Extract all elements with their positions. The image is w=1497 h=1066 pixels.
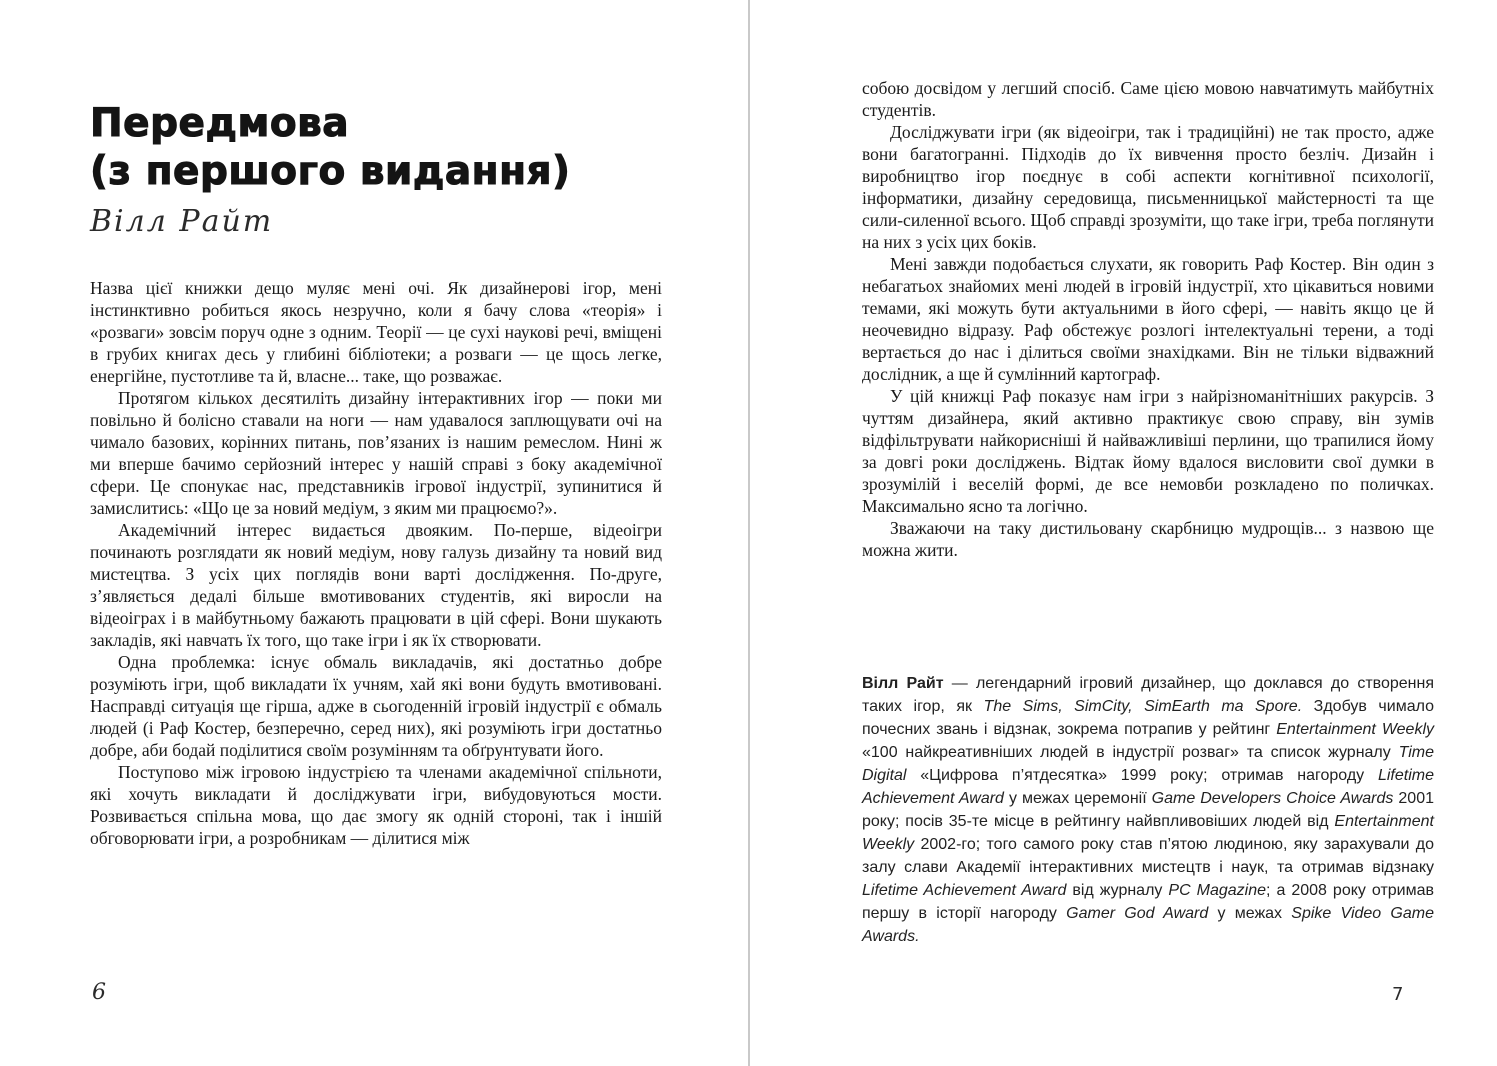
bio-work-title: The Sims, SimCity, SimEarth та Spore. — [983, 698, 1303, 715]
bio-text-run: 2001 року; посів 35-те місце в рейтингу найвпливовіших людей від — [862, 790, 1434, 830]
body-paragraph: Академічний інтерес видається двояким. По-перше, відеоігри починають розглядати як новий медіум, нову галузь дизайну та новий вид мистецтва. З усіх цих поглядів вони варті дослідження. По-друге, з’являється дедалі більше вмотивованих студентів, які виросли на відеоіграх і в майбутньому бажають працювати в цій сфері. Вони шукають закладів, які навчать їх того, що таке ігри і як їх створювати. — [90, 520, 662, 650]
bio-text-run: у межах церемонії — [1003, 790, 1152, 807]
body-paragraph: Мені завжди подобається слухати, як говорить Раф Костер. Він один з небагатьох знайомих мені людей в ігровій індустрії, хто цікавиться новими темами, які можуть бути актуальними в його сфері, — навіть якщо це й неочевидно відразу. Раф обстежує розлогі інтелектуальні терени, а тоді вертається до нас і ділиться своїми знахідками. Він не тільки відважний дослідник, а ще й сумлінний картограф. — [862, 254, 1434, 384]
bio-text-run: «Цифрова п’ятдесятка» 1999 року; отримав нагороду — [906, 767, 1378, 784]
chapter-title — [90, 100, 690, 196]
author-bio — [862, 672, 1434, 948]
body-text-left — [90, 277, 662, 849]
bio-work-title: Time Digital — [862, 744, 1434, 784]
body-paragraph: Протягом кількох десятиліть дизайну інтерактивних ігор — поки ми повільно й болісно ставали на ноги — нам удавалося заплющувати очі на чимало базових, корінних питань, пов’язаних із нашим ремеслом. Нині ж ми вперше бачимо серйозний інтерес у нашій справі з боку академічної сфери. Це спонукає нас, представників ігрової індустрії, зупинитися й замислитись: «Що це за новий медіум, з яким ми працюємо?». — [90, 388, 662, 518]
body-paragraph: Досліджувати ігри (як відеоігри, так і традиційні) не так просто, адже вони багатогранні. Підходів до їх вивчення просто безліч. Дизайн і виробництво ігор поєднує в собі аспекти когнітивної психології, інформатики, дизайну середовища, письменницької майстерності та ще сили-силенної всього. Щоб справді зрозуміти, що таке ігри, треба поглянути на них з усіх цих боків. — [862, 122, 1434, 252]
body-paragraph: Зважаючи на таку дистильовану скарбницю мудрощів... з назвою ще можна жити. — [862, 518, 1434, 560]
bio-work-title: PC Magazine — [1168, 882, 1267, 899]
bio-text-run: 2002-го; того самого року став п’ятою людиною, яку зарахували до залу слави Академії інтерактивних мистецтв і наук, та отримав відзнаку — [862, 836, 1434, 876]
body-text-right — [862, 77, 1434, 561]
bio-text-run: від журналу — [1066, 882, 1169, 899]
bio-work-title: Lifetime Achievement Award — [862, 767, 1434, 807]
chapter-title-line1: Передмова — [90, 101, 350, 147]
bio-work-title: Spike Video Game Awards. — [862, 905, 1435, 945]
bio-text-run: Здобув чимало почесних звань і відзнак, зокрема потрапив у рейтинг — [862, 698, 1435, 738]
bio-text-run: «100 найкреативніших людей в індустрії розваг» та список журналу — [862, 744, 1399, 761]
bio-work-title: Game Developers Choice Awards — [1151, 790, 1394, 807]
body-paragraph: У цій книжці Раф показує нам ігри з найрізноманітніших ракурсів. З чуттям дизайнера, який активно практикує свою справу, він зумів відфільтрувати найкорисніші й найважливіші перлини, що трапилися йому за довгі роки досліджень. Відтак йому вдалося висловити свої думки в зрозумілій і веселій формі, де все немовби розкладено по поличках. Максимально ясно та логічно. — [862, 386, 1434, 516]
page-number-right: 7 — [1392, 984, 1404, 1005]
bio-work-title: Entertainment Weekly — [1276, 721, 1435, 738]
bio-work-title: Gamer God Award — [1066, 905, 1209, 922]
body-paragraph: Одна проблемка: існує обмаль викладачів, які достатньо добре розуміють ігри, щоб викладати їх учням, хай які вони будуть вмотивовані. Насправді ситуація ще гірша, адже в сьогоденній ігровій індустрії є обмаль людей (і Раф Костер, безперечно, серед них), які розуміють ігри достатньо добре, аби бодай поділитися своїм розумінням та обґрунтувати його. — [90, 652, 662, 760]
body-paragraph: Поступово між ігровою індустрією та членами академічної спільноти, які хочуть викладати й досліджувати ігри, вибудовуються мости. Розвивається спільна мова, що дає змогу як одній стороні, так і іншій обговорювати ігри, а розробникам — ділитися між — [90, 762, 662, 848]
bio-text-run: — легендарний ігровий дизайнер, що доклався до створення таких ігор, як — [862, 675, 1434, 715]
bio-work-title: Lifetime Achievement Award — [862, 882, 1067, 899]
page-number-left: 6 — [92, 980, 106, 1005]
page-divider — [748, 0, 750, 1066]
bio-text-run: у межах — [1208, 905, 1292, 922]
bio-text-run: ; а 2008 року отримав першу в історії нагороду — [862, 882, 1435, 922]
body-paragraph: Назва цієї книжки дещо муляє мені очі. Як дизайнерові ігор, мені інстинктивно робиться якось незручно, коли я бачу слова «теорія» і «розваги» зовсім поруч одне з одним. Теорії — це сухі наукові речі, вміщені в грубих книгах десь у глибині бібліотеки; а розваги — це щось легке, енергійне, пустотливе та й, власне... таке, що розважає. — [90, 278, 662, 386]
author-name: Вілл Райт — [90, 204, 274, 239]
chapter-title-line2: (з першого видання) — [90, 149, 571, 195]
bio-author-name: Вілл Райт — [862, 675, 944, 692]
bio-work-title: Entertainment Weekly — [862, 813, 1434, 853]
body-paragraph: собою досвідом у легший спосіб. Саме цією мовою навчатимуть майбутніх студентів. — [862, 78, 1434, 120]
